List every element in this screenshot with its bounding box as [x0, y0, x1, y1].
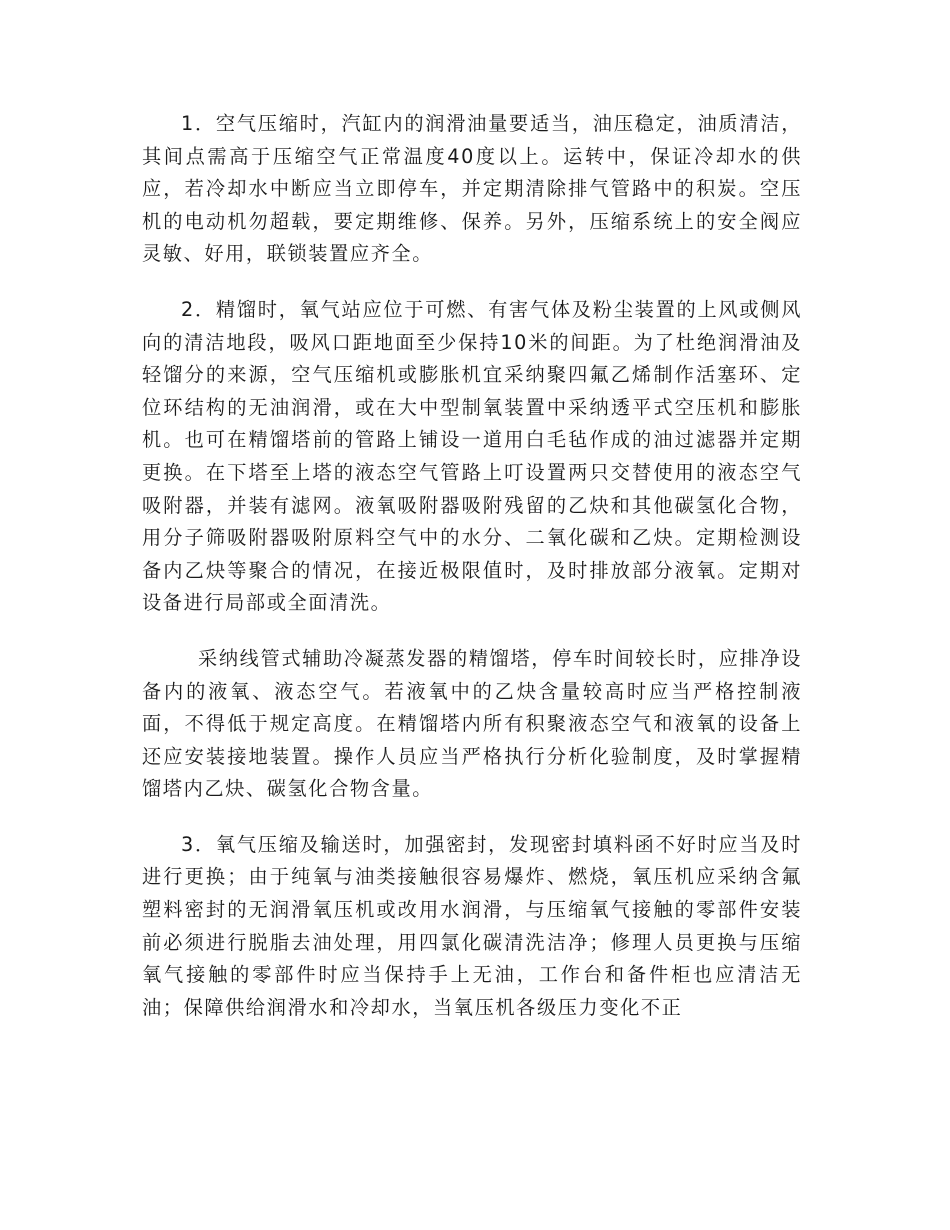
- paragraph-rectification: 2．精馏时，氧气站应位于可燃、有害气体及粉尘装置的上风或侧风向的清洁地段，吸风口距地面至少保持10米的间距。为了杜绝润滑油及轻馏分的来源，空气压缩机或膨胀机宜采纳聚四氟乙烯制作活塞环、定位环结构的无油润滑，或在大中型制氧装置中采纳透平式空压机和膨胀机。也可在精馏塔前的管路上铺设一道用白毛毡作成的油过滤器并定期更换。在下塔至上塔的液态空气管路上叮设置两只交替使用的液态空气吸附器，并装有滤网。液氧吸附器吸附残留的乙炔和其他碳氢化合物，用分子筛吸附器吸附原料空气中的水分、二氧化碳和乙炔。定期检测设备内乙炔等聚合的情况，在接近极限值时，及时排放部分液氧。定期对设备进行局部或全面清洗。: [142, 297, 802, 615]
- paragraph-oxygen-compression: 3．氧气压缩及输送时，加强密封，发现密封填料函不好时应当及时进行更换；由于纯氧与油类接触很容易爆炸、燃烧，氧压机应采纳含氟塑料密封的无润滑氧压机或改用水润滑，与压缩氧气接触的零部件安装前必须进行脱脂去油处理，用四氯化碳清洗洁净；修理人员更换与压缩氧气接触的零部件时应当保持手上无油，工作台和备件柜也应清洁无油；保障供给润滑水和冷却水，当氧压机各级压力变化不正: [142, 832, 802, 1019]
- paragraph-condenser-evaporator: 采纳线管式辅助冷凝蒸发器的精馏塔，停车时间较长时，应排净设备内的液氧、液态空气。若液氧中的乙炔含量较高时应当严格控制液面，不得低于规定高度。在精馏塔内所有积聚液态空气和液氧的设备上还应安装接地装置。操作人员应当严格执行分析化验制度，及时掌握精馏塔内乙炔、碳氢化合物含量。: [142, 646, 802, 801]
- paragraph-air-compression: 1．空气压缩时，汽缸内的润滑油量要适当，油压稳定，油质清洁，其间点需高于压缩空气正常温度40度以上。运转中，保证冷却水的供应，若冷却水中断应当立即停车，并定期清除排气管路中的积炭。空压机的电动机勿超载，要定期维修、保养。另外，压缩系统上的安全阀应灵敏、好用，联锁装置应齐全。: [142, 112, 802, 266]
